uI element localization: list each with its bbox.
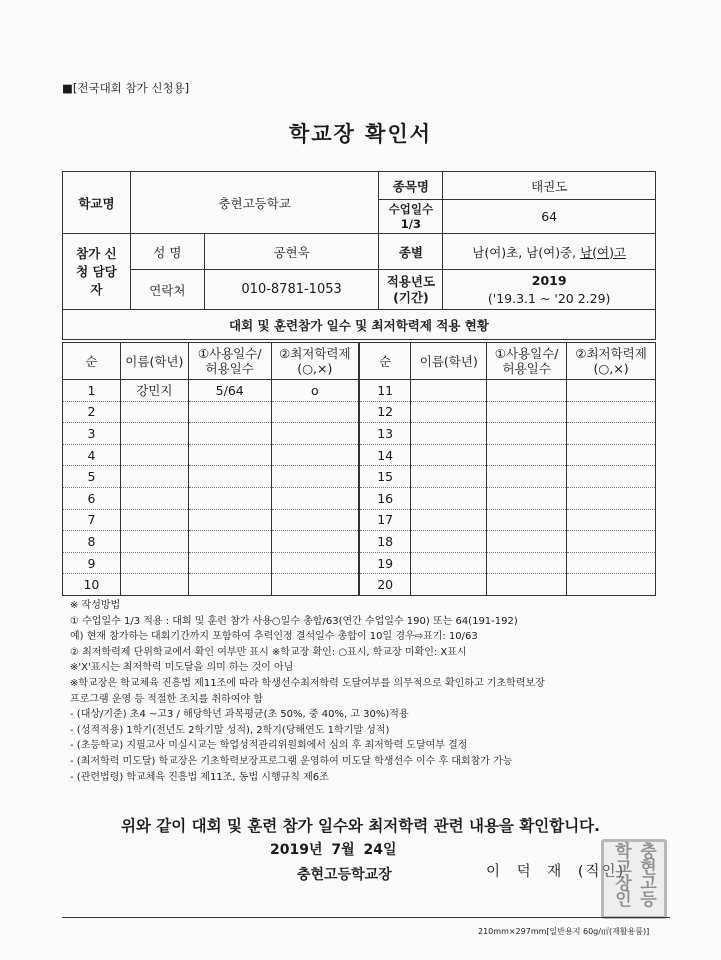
header-min [271, 343, 359, 380]
header-days-right-line1: ①사용일수/ [494, 346, 559, 361]
principal-name-text: 이 덕 재 [486, 864, 568, 880]
type-value-a: 남(여)초, 남(여)중, [472, 244, 581, 260]
contact-label: 연락처 [130, 270, 204, 310]
header-days-right-line2: 허용일수 [502, 361, 551, 376]
type-value-b: 남(여)고 [580, 244, 627, 260]
header-no-right: 순 [359, 343, 411, 380]
official-seal-stamp [601, 839, 667, 919]
row-name [120, 401, 188, 423]
note-line: ※'X'표시는 최저학력 미도달을 의미 하는 것이 아님 [70, 662, 294, 674]
header-name-right: 이름(학년) [411, 343, 487, 380]
row-name [120, 487, 188, 509]
note-line: ① 수업일수 1/3 적용 : 대회 및 훈련 참가 사용○일수 총합/63(연간 수업일수 190) 또는 64(191-192) [70, 615, 518, 627]
row-days [188, 466, 271, 488]
table-row [63, 552, 656, 574]
note-line: ② 최저학력제 단위학교에서 확인 여부만 표시 ※학교장 확인: ○표시, 학교장 미확인: X표시 [70, 646, 467, 658]
table-row [63, 444, 656, 466]
row-days-right [487, 487, 567, 509]
table-header-row [63, 343, 656, 380]
name-label: 성 명 [130, 234, 204, 270]
row-days [188, 552, 271, 574]
row-name-right [411, 401, 487, 423]
row-no: 5 [63, 466, 121, 488]
row-days-right [487, 401, 567, 423]
year-cell [443, 270, 656, 310]
row-days [188, 487, 271, 509]
seal-mark-text: (직인) [577, 864, 626, 880]
header-days-right [487, 343, 567, 380]
note-line: - (초등학교) 지필고사 미실시교는 학업성적관리위원회에서 심의 후 최저학력 도달여부 결정 [70, 740, 468, 752]
row-name [120, 444, 188, 466]
row-days [188, 444, 271, 466]
row-days: 5/64 [188, 380, 271, 402]
row-days [188, 509, 271, 531]
row-no: 7 [63, 509, 121, 531]
row-min-right [567, 423, 656, 445]
row-name-right [411, 487, 487, 509]
row-min-right [567, 466, 656, 488]
row-name-right [411, 574, 487, 596]
row-no: 1 [63, 380, 121, 402]
row-min [271, 574, 359, 596]
row-days [188, 423, 271, 445]
row-min [271, 509, 359, 531]
header-min-right [567, 343, 656, 380]
row-no: 8 [63, 531, 121, 553]
row-min [271, 552, 359, 574]
manager-label: 참가 신청 담당자 [63, 234, 131, 310]
row-no-right: 15 [359, 466, 411, 488]
row-min: o [271, 380, 359, 402]
note-line: - (관련법령) 학교체육 진흥법 제11조, 동법 시행규칙 제6조 [70, 771, 329, 783]
row-name-right [411, 444, 487, 466]
table-row [63, 509, 656, 531]
row-min [271, 423, 359, 445]
header-days-line1: ①사용일수/ [197, 346, 262, 361]
event-label: 종목명 [379, 172, 443, 200]
event-value: 태권도 [443, 172, 656, 200]
row-min [271, 487, 359, 509]
row-no: 2 [63, 401, 121, 423]
row-name-right [411, 380, 487, 402]
seal-text: 충현고등학교장인 [611, 842, 656, 906]
table-row [63, 401, 656, 423]
row-name [120, 509, 188, 531]
info-table [62, 171, 656, 340]
row-min-right [567, 444, 656, 466]
row-min-right [567, 487, 656, 509]
row-days [188, 574, 271, 596]
note-line: - (대상/기준) 초4 ~고3 / 해당학년 과목평균(초 50%, 중 40%, 고 30%)적용 [70, 709, 409, 721]
row-days [188, 401, 271, 423]
year-value: 2019 [531, 272, 567, 288]
table-row [63, 466, 656, 488]
row-min-right [567, 401, 656, 423]
row-days-right [487, 444, 567, 466]
form-tag: ■[전국대회 참가 신청용] [62, 81, 190, 95]
row-no: 6 [63, 487, 121, 509]
row-no-right: 12 [359, 401, 411, 423]
participation-table [62, 342, 656, 596]
confirm-statement: 위와 같이 대회 및 훈련 참가 일수와 최저학력 관련 내용을 확인합니다. [120, 817, 601, 835]
instructions [70, 598, 670, 785]
row-days-right [487, 466, 567, 488]
row-name: 강민지 [120, 380, 188, 402]
classdays-label: 수업일수 1/3 [379, 200, 443, 234]
row-name [120, 531, 188, 553]
row-name-right [411, 423, 487, 445]
row-no-right: 19 [359, 552, 411, 574]
header-min-line1: ②최저학력제 [279, 346, 351, 361]
row-min [271, 444, 359, 466]
year-period: ('19.3.1 ~ '20 2.29) [487, 290, 611, 306]
bottom-divider [62, 917, 670, 918]
row-days [188, 531, 271, 553]
row-days-right [487, 380, 567, 402]
table-title: 대회 및 훈련참가 일수 및 최저학력제 적용 현황 [63, 310, 656, 340]
row-min [271, 466, 359, 488]
school-value: 충현고등학교 [130, 172, 379, 234]
type-label: 종별 [379, 234, 443, 270]
row-no-right: 17 [359, 509, 411, 531]
row-name-right [411, 509, 487, 531]
row-name-right [411, 466, 487, 488]
type-value [443, 234, 656, 270]
row-name-right [411, 531, 487, 553]
row-no: 9 [63, 552, 121, 574]
note-line: 예) 현재 참가하는 대회기간까지 포함하여 추력인정 결석일수 총합이 10일 경우⇨표기: 10/63 [70, 631, 478, 643]
row-min [271, 531, 359, 553]
row-days-right [487, 574, 567, 596]
row-no-right: 13 [359, 423, 411, 445]
row-min-right [567, 380, 656, 402]
row-min-right [567, 574, 656, 596]
row-no: 10 [63, 574, 121, 596]
row-name [120, 466, 188, 488]
row-no-right: 20 [359, 574, 411, 596]
row-min-right [567, 509, 656, 531]
header-days [188, 343, 271, 380]
row-no-right: 14 [359, 444, 411, 466]
row-days-right [487, 509, 567, 531]
contact-value: 010-8781-1053 [204, 270, 379, 310]
classdays-value: 64 [443, 200, 656, 234]
sign-date: 2019년 7월 24일 [270, 842, 397, 858]
name-value: 공현욱 [204, 234, 379, 270]
header-no: 순 [63, 343, 121, 380]
header-name: 이름(학년) [120, 343, 188, 380]
row-name [120, 423, 188, 445]
row-min [271, 401, 359, 423]
school-signature: 충현고등학교장 [297, 867, 392, 883]
note-line: ※학교장은 학교체육 진흥법 제11조에 따라 학생선수최저학력 도달여부를 의무적으로 확인하고 기초학력보장 [70, 677, 545, 689]
row-min-right [567, 531, 656, 553]
note-line: - (최저학력 미도달) 학교장은 기초학력보장프로그램 운영하여 미도달 학생선수 이수 후 대회참가 가능 [70, 755, 513, 767]
row-no-right: 11 [359, 380, 411, 402]
row-no: 4 [63, 444, 121, 466]
row-days-right [487, 423, 567, 445]
page-title: 학교장 확인서 [288, 122, 433, 146]
row-name [120, 552, 188, 574]
header-days-line2: 허용일수 [205, 361, 254, 376]
row-name-right [411, 552, 487, 574]
note-line: ※ 작성방법 [70, 600, 121, 611]
row-no-right: 16 [359, 487, 411, 509]
note-line: - (성적적용) 1학기(전년도 2학기말 성적), 2학기(당해연도 1학기말 성적) [70, 724, 390, 736]
row-days-right [487, 552, 567, 574]
table-row [63, 574, 656, 596]
school-label: 학교명 [63, 172, 131, 234]
paper-spec-footer: 210mm×297mm[일반용지 60g/㎡(재활용품)] [478, 927, 650, 936]
header-min-right-line1: ②최저학력제 [575, 346, 647, 361]
row-no: 3 [63, 423, 121, 445]
table-row [63, 380, 656, 402]
row-min-right [567, 552, 656, 574]
header-min-right-line2: (○,×) [593, 361, 629, 376]
table-row [63, 531, 656, 553]
header-min-line2: (○,×) [297, 361, 333, 376]
table-row [63, 487, 656, 509]
row-no-right: 18 [359, 531, 411, 553]
row-name [120, 574, 188, 596]
year-label: 적용년도 (기간) [379, 270, 443, 310]
table-row [63, 423, 656, 445]
row-days-right [487, 531, 567, 553]
note-line: 프로그램 운영 등 적절한 조치를 취하여야 함 [70, 693, 263, 705]
